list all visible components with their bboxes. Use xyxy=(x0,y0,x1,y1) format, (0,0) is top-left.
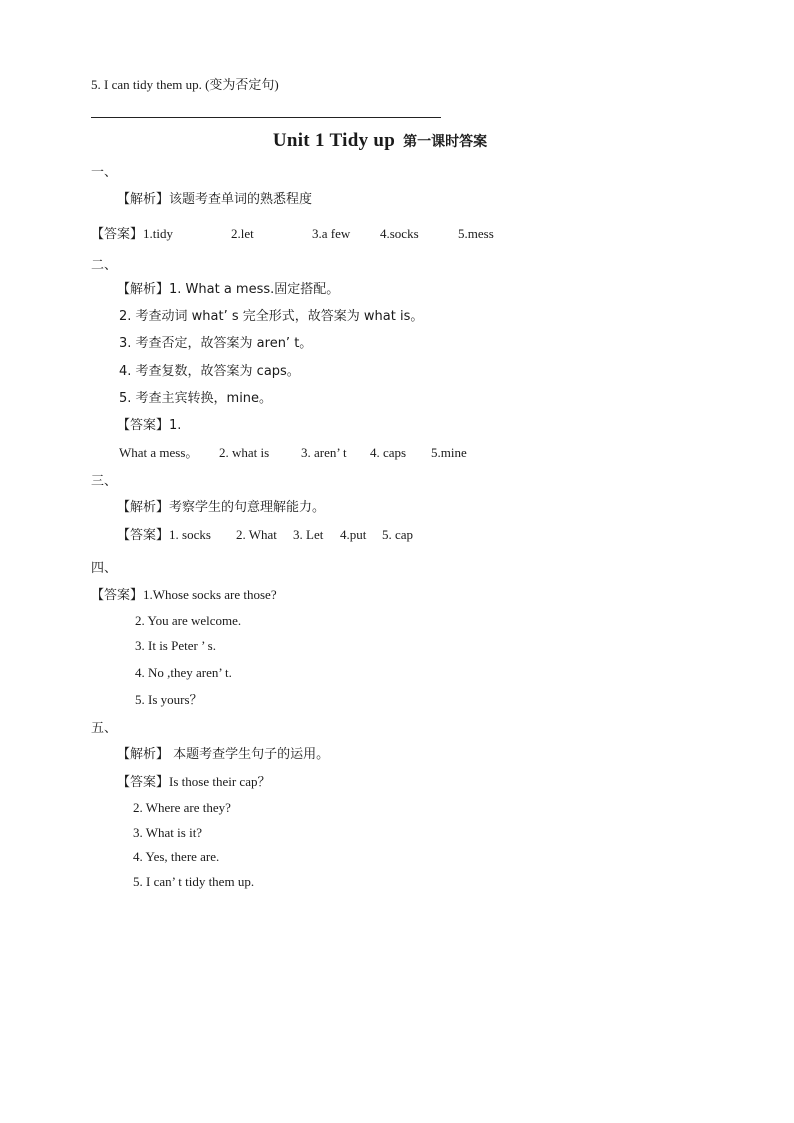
section-2-note: 5. 考查主宾转换，mine。 xyxy=(119,391,273,406)
answer-item: 5.mine xyxy=(431,445,467,460)
section-1-answer-row xyxy=(91,226,173,243)
answer-item: 5.mess xyxy=(458,226,494,241)
answer-item: 2.let xyxy=(231,226,254,241)
answer-label: 【答案】 xyxy=(117,775,170,790)
question-5-text: 5. I can tidy them up. (变为否定句) xyxy=(91,77,279,92)
answer-item: 2. What xyxy=(236,527,277,542)
section-1-analysis: 【解析】该题考查单词的熟悉程度 xyxy=(117,192,313,207)
answer-item: 4. No ,they aren’ t. xyxy=(135,665,232,680)
answer-item: 2. You are welcome. xyxy=(135,613,242,628)
answer-item: 3.a few xyxy=(312,226,351,241)
title-english: Unit 1 Tidy up xyxy=(272,130,396,151)
section-1-heading: 一、 xyxy=(91,165,118,180)
answer-item: 3. aren’ t xyxy=(301,445,347,460)
title-chinese: 第一课时答案 xyxy=(403,134,488,150)
answer-item: 1. socks xyxy=(169,527,211,542)
section-2-note: 4. 考查复数，故答案为 caps。 xyxy=(119,364,300,379)
section-4-answer-row xyxy=(91,587,277,604)
section-3-answer-row xyxy=(117,527,211,544)
answer-item: 5. I can’ t tidy them up. xyxy=(133,874,255,889)
section-3-heading: 三、 xyxy=(91,474,118,489)
section-3-analysis: 【解析】考察学生的句意理解能力。 xyxy=(117,500,326,515)
answer-line xyxy=(91,117,441,118)
answer-item: 2. what is xyxy=(219,445,270,460)
page-title xyxy=(0,130,760,152)
answer-item: What a mess。 xyxy=(119,445,199,460)
answer-item: 5. Is yours？ xyxy=(135,692,203,707)
section-2-analysis: 【解析】1. What a mess.固定搭配。 xyxy=(117,282,340,297)
answer-label: 【答案】 xyxy=(91,227,144,242)
answer-item: Is those their cap？ xyxy=(169,774,271,789)
answer-item: 4.socks xyxy=(380,226,419,241)
section-2-note: 2. 考查动词 what’ s 完全形式，故答案为 what is。 xyxy=(119,309,424,324)
answer-item: 3. It is Peter ’ s. xyxy=(135,638,216,653)
section-5-heading: 五、 xyxy=(91,721,118,736)
section-5-answer-row xyxy=(117,774,270,791)
section-2-answer-label: 【答案】1. xyxy=(117,418,182,433)
answer-item: 1.Whose socks are those? xyxy=(143,587,277,602)
answer-item: 4. caps xyxy=(370,445,407,460)
answer-item: 2. Where are they? xyxy=(133,800,231,815)
answer-item: 3. Let xyxy=(293,527,324,542)
answer-item: 4. Yes, there are. xyxy=(133,849,220,864)
section-4-heading: 四、 xyxy=(91,561,118,576)
answer-item: 4.put xyxy=(340,527,367,542)
answer-item: 3. What is it? xyxy=(133,825,203,840)
section-5-analysis: 【解析】 本题考查学生句子的运用。 xyxy=(117,747,330,762)
answer-label: 【答案】 xyxy=(117,528,170,543)
section-2-note: 3. 考查否定，故答案为 aren’ t。 xyxy=(119,336,313,351)
answer-label: 【答案】 xyxy=(91,588,144,603)
answer-item: 5. cap xyxy=(382,527,414,542)
section-2-heading: 二、 xyxy=(91,258,118,273)
answer-item: 1.tidy xyxy=(143,226,173,241)
